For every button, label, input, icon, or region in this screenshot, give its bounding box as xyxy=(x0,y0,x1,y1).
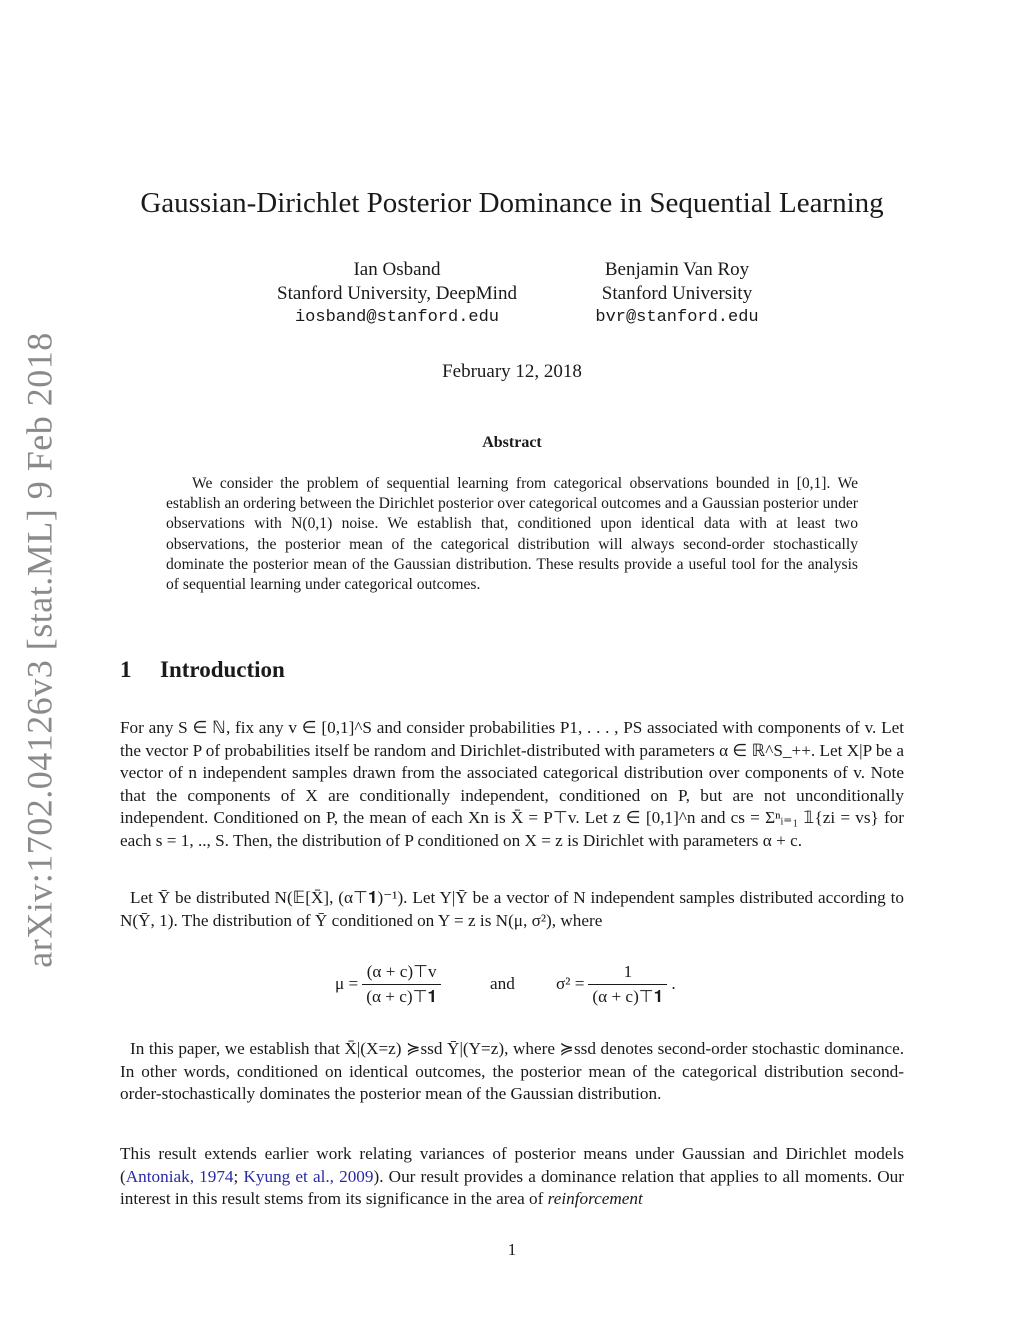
arxiv-id-text: arXiv:1702.04126v3 [stat.ML] 9 Feb 2018 xyxy=(20,332,60,968)
equation-connector: and xyxy=(490,974,515,993)
author-block-2 xyxy=(572,258,782,330)
abstract-text: We consider the problem of sequential learning from categorical observations bounded in [0,1]. We establish an ordering between the Dirichlet posterior over categorical outcomes and a Gaussian posterior under observations with N(0,1) noise. We establish that, conditioned upon identical data with at least two observations, the posterior mean of the categorical distribution will always second-order stochastically dominate the posterior mean of the Gaussian distribution. These results provide a useful tool for the analysis of sequential learning under categorical outcomes. xyxy=(166,475,858,594)
paper-title: Gaussian-Dirichlet Posterior Dominance in Sequential Learning xyxy=(140,187,884,219)
author-name: Ian Osband xyxy=(353,259,441,280)
author-affiliation: Stanford University, DeepMind xyxy=(277,283,517,304)
sigma-fraction xyxy=(588,962,667,1007)
section-heading xyxy=(120,657,285,683)
p4-text-after: ). Our result provides a dominance relation that applies to all moments. Our interest in this result stems from its significance in the area of xyxy=(120,1166,904,1209)
mu-numerator: (α + c)⊤v xyxy=(366,961,437,981)
p4-italic-term: reinforcement xyxy=(547,1189,643,1209)
author-name: Benjamin Van Roy xyxy=(604,259,750,280)
citation-kyung[interactable]: Kyung et al., 2009 xyxy=(243,1166,374,1186)
page-number: 1 xyxy=(507,1240,517,1259)
author-affiliation: Stanford University xyxy=(601,283,753,304)
author-email[interactable]: iosband@stanford.edu xyxy=(294,308,500,327)
mu-denominator: (α + c)⊤𝟏 xyxy=(362,984,441,1007)
citation-separator: ; xyxy=(233,1166,244,1186)
equation-period: . xyxy=(671,974,676,993)
sigma-equation xyxy=(556,956,676,1012)
author-email[interactable]: bvr@stanford.edu xyxy=(595,308,759,327)
intro-paragraph-3: In this paper, we establish that X̄|(X=z) ≽ssd Ȳ|(Y=z), where ≽ssd denotes second-order stochastic dominance. In other words, conditioned on identical outcomes, the posterior mean of the categorical distribution second-order-stochastically dominates the posterior mean of the Gaussian distribution. xyxy=(120,1039,904,1104)
author-block-1 xyxy=(252,258,542,330)
mu-fraction xyxy=(362,962,441,1007)
display-equation xyxy=(120,956,904,1012)
sigma-numerator: 1 xyxy=(623,961,633,981)
sigma-lhs: σ² = xyxy=(556,974,585,993)
p4-text-before: This result extends earlier work relating variances of posterior means under Gaussian and Dirichlet models ( xyxy=(120,1144,904,1186)
paper-date: February 12, 2018 xyxy=(442,361,582,382)
intro-paragraph-1: For any S ∈ ℕ, fix any v ∈ [0,1]^S and consider probabilities P1, . . . , PS associated with components of v. Let the vector P of probabilities itself be random and Dirichlet-distributed with parameters α ∈ ℝ^S_++. Let X|P be a vector of n independent samples drawn from the associated categorical distribution over components of v. Note that the components of X are conditionally independent, conditioned on P, but are not unconditionally independent. Conditioned on P, the mean of each Xn is X̄ = P⊤v. Let z ∈ [0,1]^n and cs = Σⁿᵢ₌₁ 𝟙{zi = vs} for each s = 1, .., S. Then, the distribution of P conditioned on X = z is Dirichlet with parameters α + c. xyxy=(120,718,904,850)
abstract-heading: Abstract xyxy=(482,434,542,451)
section-number: 1 xyxy=(120,657,132,682)
mu-equation xyxy=(335,956,445,1012)
arxiv-stamp xyxy=(8,332,72,968)
intro-paragraph-2: Let Ȳ be distributed N(𝔼[X̄], (α⊤𝟏)⁻¹). Let Y|Ȳ be a vector of N independent samples distributed according to N(Ȳ, 1). The distribution of Ȳ conditioned on Y = z is N(μ, σ²), where xyxy=(120,888,904,930)
section-title: Introduction xyxy=(160,657,285,682)
intro-paragraph-4 xyxy=(120,1143,904,1211)
sigma-denominator: (α + c)⊤𝟏 xyxy=(588,984,667,1007)
citation-antoniak[interactable]: Antoniak, 1974 xyxy=(125,1166,234,1186)
mu-lhs: μ = xyxy=(335,974,359,993)
